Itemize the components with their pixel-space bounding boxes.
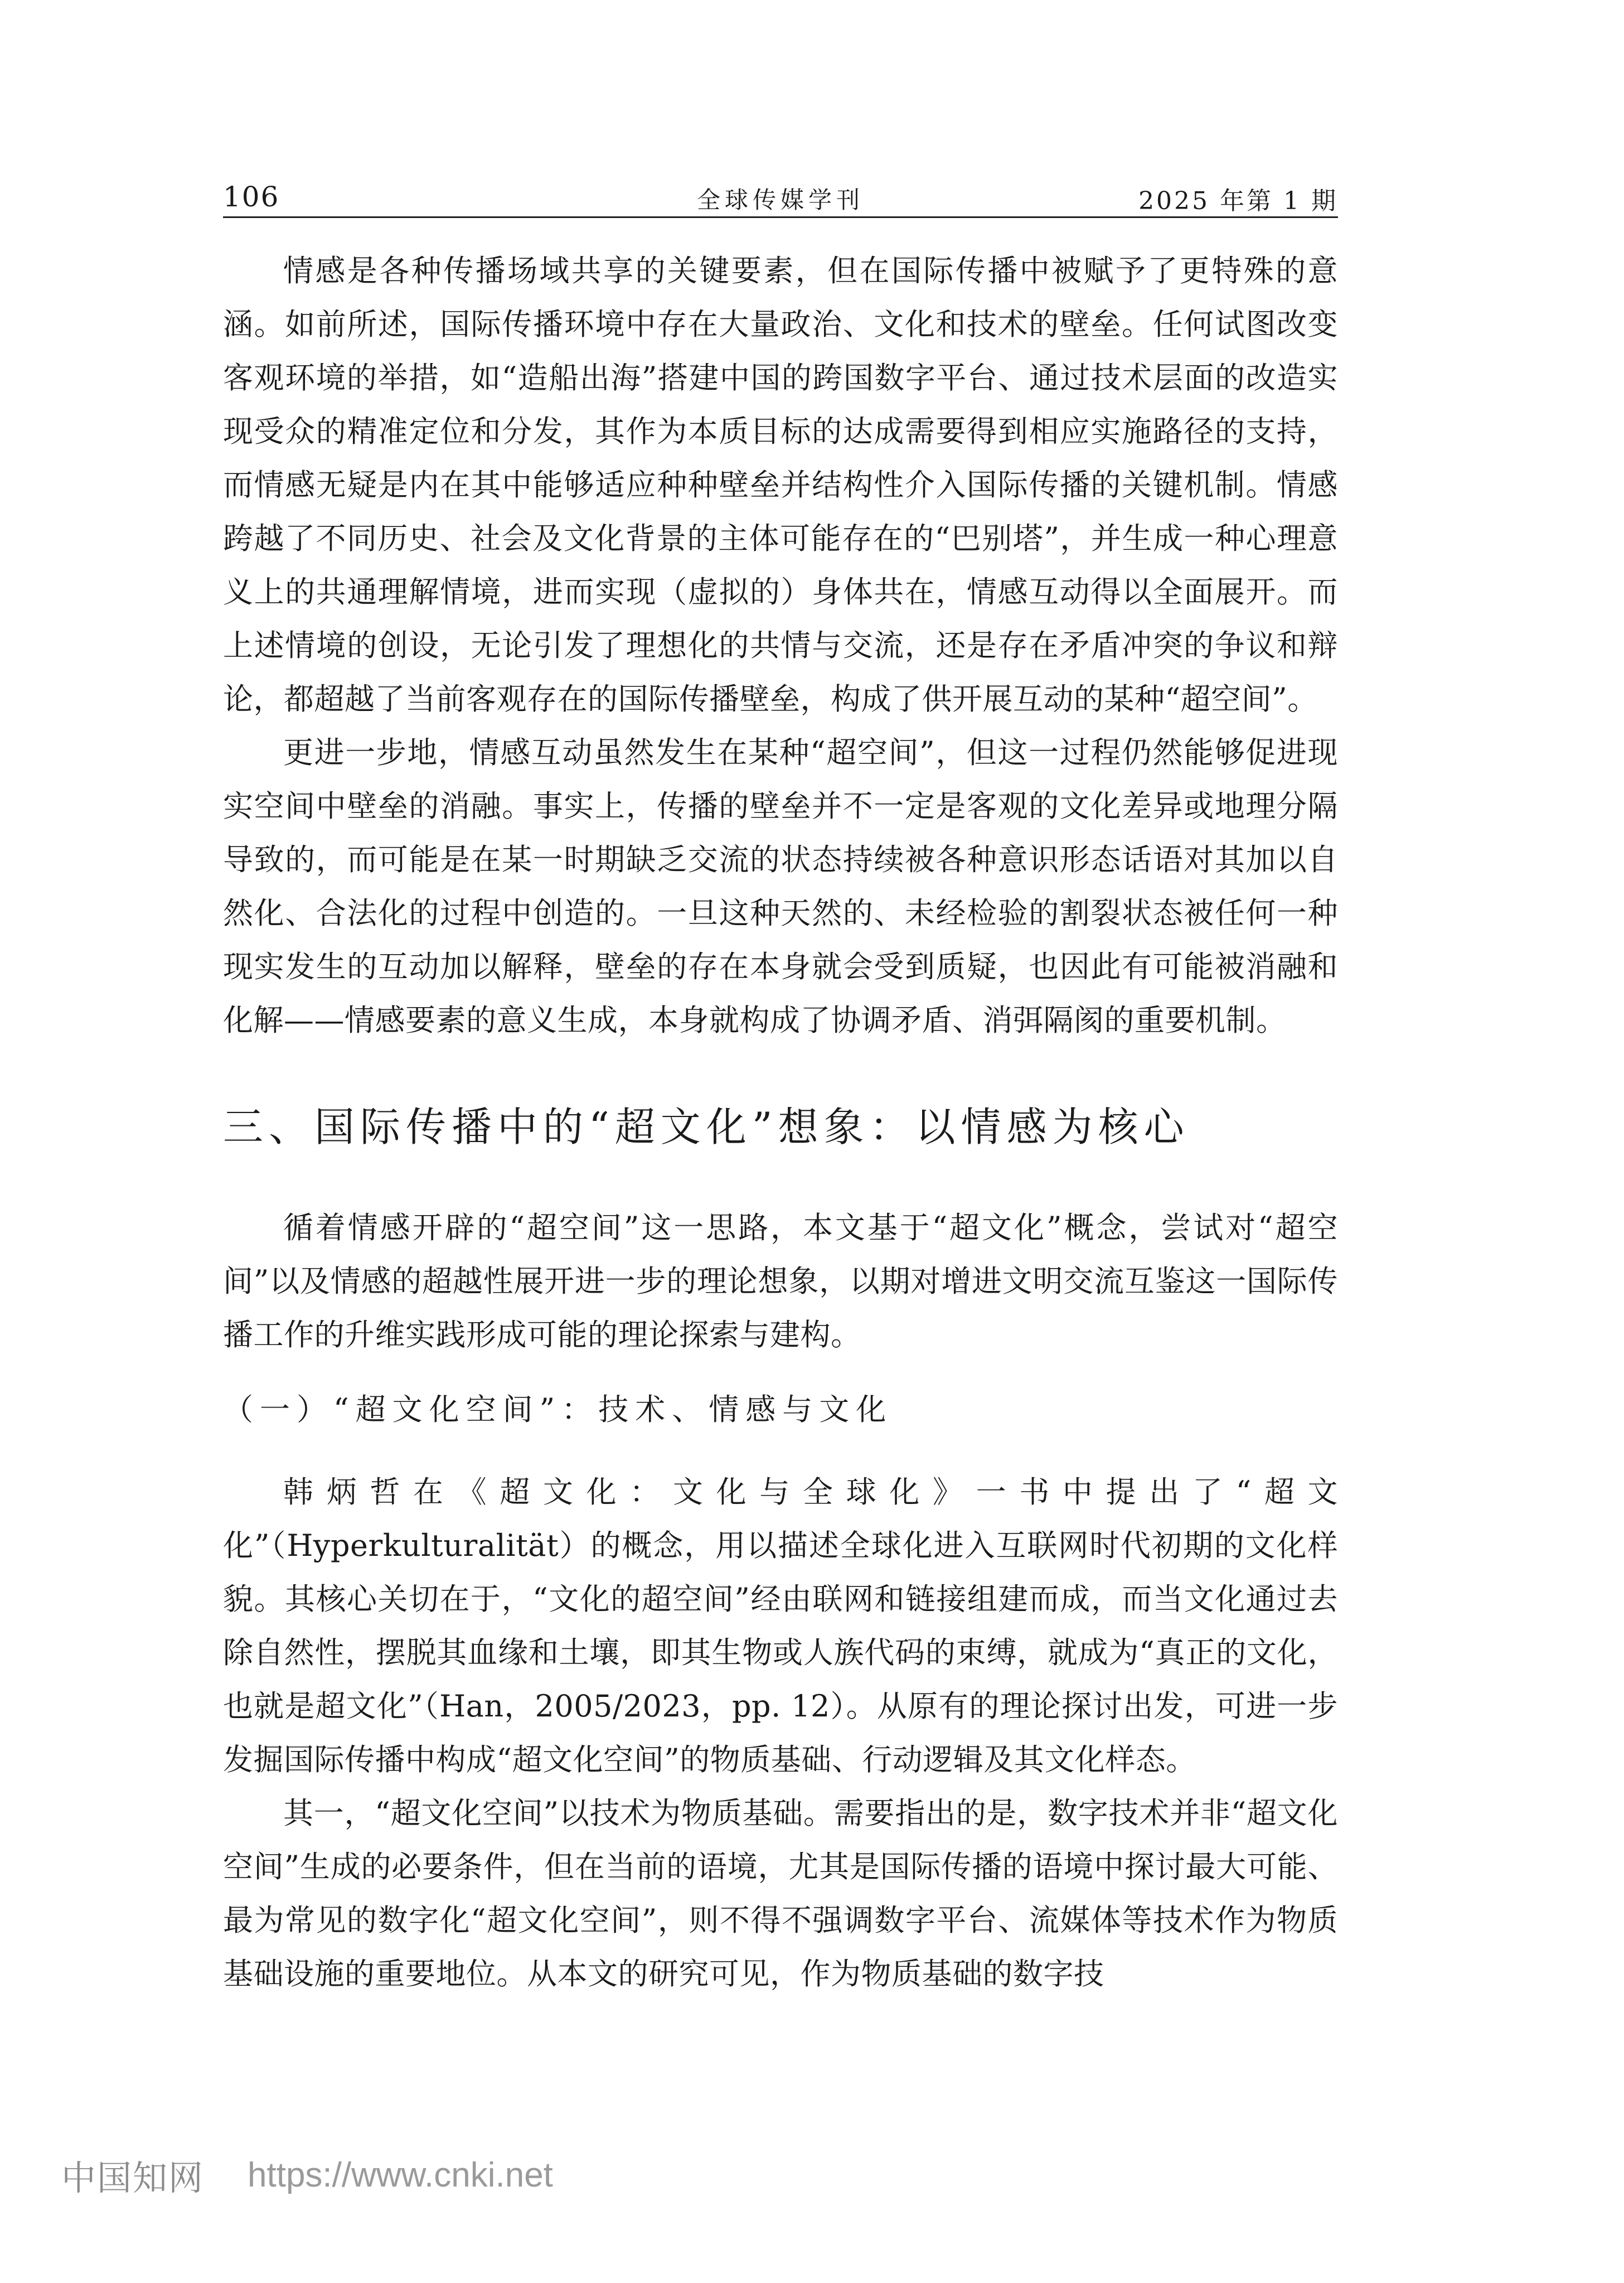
- page-number: 106: [223, 181, 280, 213]
- body-paragraph: 韩炳哲在《超文化：文化与全球化》一书中提出了“超文化”（Hyperkulturalität）的概念，用以描述全球化进入互联网时代初期的文化样貌。其核心关切在于，“文化的超空间”经由联网和链接组建而成，而当文化通过去除自然性，摆脱其血缘和土壤，即其生物或人族代码的束缚，就成为“真正的文化，也就是超文化”（Han，2005/2023，pp. 12）。从原有的理论探讨出发，可进一步发掘国际传播中构成“超文化空间”的物质基础、行动逻辑及其文化样态。: [223, 1474, 1338, 1777]
- cnki-watermark: [61, 2150, 553, 2200]
- body-paragraph: 更进一步地，情感互动虽然发生在某种“超空间”，但这一过程仍然能够促进现实空间中壁垒的消融。事实上，传播的壁垒并不一定是客观的文化差异或地理分隔导致的，而可能是在某一时期缺乏交流的状态持续被各种意识形态话语对其加以自然化、合法化的过程中创造的。一旦这种天然的、未经检验的割裂状态被任何一种现实发生的互动加以解释，壁垒的存在本身就会受到质疑，也因此有可能被消融和化解——情感要素的意义生成，本身就构成了协调矛盾、消弭隔阂的重要机制。: [223, 735, 1338, 1038]
- journal-name: 全球传媒学刊: [696, 186, 864, 214]
- body-paragraph: 情感是各种传播场域共享的关键要素，但在国际传播中被赋予了更特殊的意涵。如前所述，国际传播环境中存在大量政治、文化和技术的壁垒。任何试图改变客观环境的举措，如“造船出海”搭建中国的跨国数字平台、通过技术层面的改造实现受众的精准定位和分发，其作为本质目标的达成需要得到相应实施路径的支持，而情感无疑是内在其中能够适应种种壁垒并结构性介入国际传播的关键机制。情感跨越了不同历史、社会及文化背景的主体可能存在的“巴别塔”，并生成一种心理意义上的共通理解情境，进而实现（虚拟的）身体共在，情感互动得以全面展开。而上述情境的创设，无论引发了理想化的共情与交流，还是存在矛盾冲突的争议和辩论，都超越了当前客观存在的国际传播壁垒，构成了供开展互动的某种“超空间”。: [223, 253, 1338, 717]
- subsection-heading: （一）“超文化空间”：技术、情感与文化: [223, 1392, 893, 1427]
- cnki-url: https://www.cnki.net: [248, 2155, 553, 2194]
- body-paragraph: 循着情感开辟的“超空间”这一思路，本文基于“超文化”概念，尝试对“超空间”以及情感的超越性展开进一步的理论想象，以期对增进文明交流互鉴这一国际传播工作的升维实践形成可能的理论探索与建构。: [223, 1210, 1338, 1352]
- issue-label: 2025 年第 1 期: [1138, 187, 1338, 215]
- article-body: [223, 244, 1338, 2001]
- cnki-logo: 中国知网: [61, 2157, 205, 2198]
- section-heading: 三、国际传播中的“超文化”想象：以情感为核心: [223, 1104, 1190, 1150]
- running-header: [223, 177, 1338, 218]
- body-paragraph: 其一，“超文化空间”以技术为物质基础。需要指出的是，数字技术并非“超文化空间”生成的必要条件，但在当前的语境，尤其是国际传播的语境中探讨最大可能、最为常见的数字化“超文化空间”，则不得不强调数字平台、流媒体等技术作为物质基础设施的重要地位。从本文的研究可见，作为物质基础的数字技: [223, 1796, 1338, 1991]
